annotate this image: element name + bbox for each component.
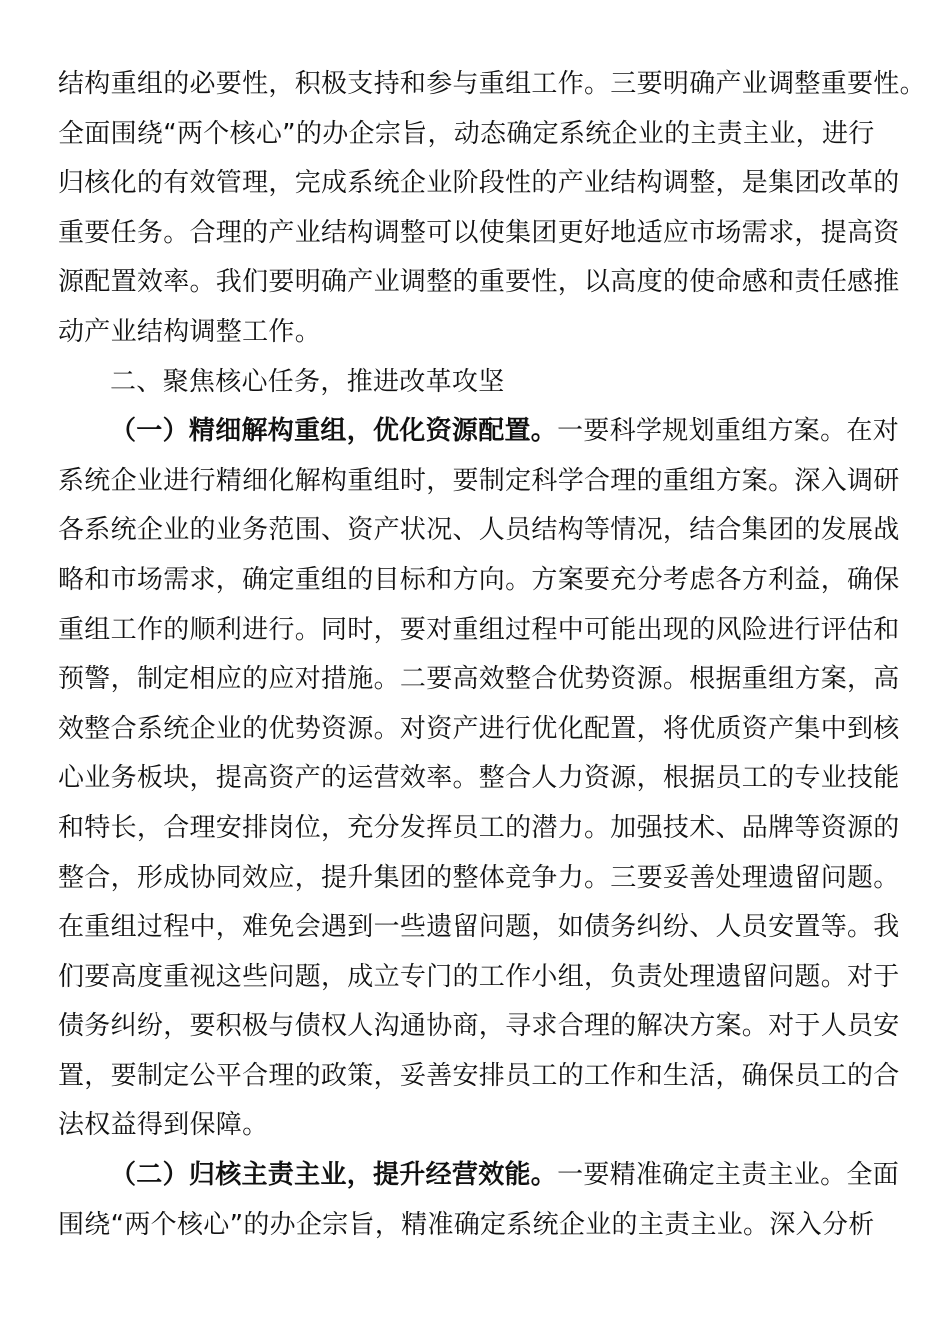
paragraph-line: 整合，形成协同效应，提升集团的整体竞争力。三要妥善处理遗留问题。: [58, 862, 900, 893]
paragraph-line: 结构重组的必要性，积极支持和参与重组工作。三要明确产业调整重要性。: [58, 69, 926, 99]
paragraph-line: 法权益得到保障。: [58, 1110, 269, 1141]
subsection-2-first-line: [58, 1151, 900, 1201]
paragraph-line: 在重组过程中，难免会遇到一些遗留问题，如债务纠纷、人员安置等。我: [58, 912, 900, 943]
paragraph-line: 债务纠纷，要积极与债权人沟通协商，寻求合理的解决方案。对于人员安: [58, 1011, 900, 1042]
paragraph-line: 动产业结构调整工作。: [58, 316, 322, 347]
paragraph-line: 略和市场需求，确定重组的目标和方向。方案要充分考虑各方利益，确保: [58, 564, 900, 595]
subsection-2-heading: （二）归核主责主业，提升经营效能。: [110, 1160, 558, 1191]
subsection-1-first-line-text: 一要科学规划重组方案。在对: [557, 416, 900, 447]
paragraph-line: 和特长，合理安排岗位，充分发挥员工的潜力。加强技术、品牌等资源的: [58, 812, 900, 843]
subsection-1-first-line: [58, 407, 900, 457]
section-heading: 二、聚焦核心任务，推进改革攻坚: [110, 366, 505, 397]
paragraph-line: 心业务板块，提高资产的运营效率。整合人力资源，根据员工的专业技能: [58, 763, 900, 794]
document-body: [58, 60, 926, 1250]
paragraph-line: 围绕“两个核心”的办企宗旨，精准确定系统企业的主责主业。深入分析: [58, 1209, 875, 1240]
paragraph-line: 预警，制定相应的应对措施。二要高效整合优势资源。根据重组方案，高: [58, 664, 900, 695]
paragraph-line: 置，要制定公平合理的政策，妥善安排员工的工作和生活，确保员工的合: [58, 1060, 900, 1091]
paragraph-line: 源配置效率。我们要明确产业调整的重要性，以高度的使命感和责任感推: [58, 267, 900, 298]
subsection-2-first-line-text: 一要精准确定主责主业。全面: [557, 1160, 900, 1191]
paragraph-line: 归核化的有效管理，完成系统企业阶段性的产业结构调整，是集团改革的: [58, 168, 900, 199]
paragraph-line: 重要任务。合理的产业结构调整可以使集团更好地适应市场需求，提高资: [58, 217, 900, 248]
paragraph-line: 效整合系统企业的优势资源。对资产进行优化配置，将优质资产集中到核: [58, 713, 900, 744]
paragraph-line: 全面围绕“两个核心”的办企宗旨，动态确定系统企业的主责主业，进行: [58, 118, 875, 149]
paragraph-line: 们要高度重视这些问题，成立专门的工作小组，负责处理遗留问题。对于: [58, 961, 900, 992]
paragraph-line: 重组工作的顺利进行。同时，要对重组过程中可能出现的风险进行评估和: [58, 614, 900, 645]
paragraph-line: 系统企业进行精细化解构重组时，要制定科学合理的重组方案。深入调研: [58, 465, 900, 496]
paragraph-line: 各系统企业的业务范围、资产状况、人员结构等情况，结合集团的发展战: [58, 515, 900, 546]
subsection-1-heading: （一）精细解构重组，优化资源配置。: [110, 416, 558, 447]
